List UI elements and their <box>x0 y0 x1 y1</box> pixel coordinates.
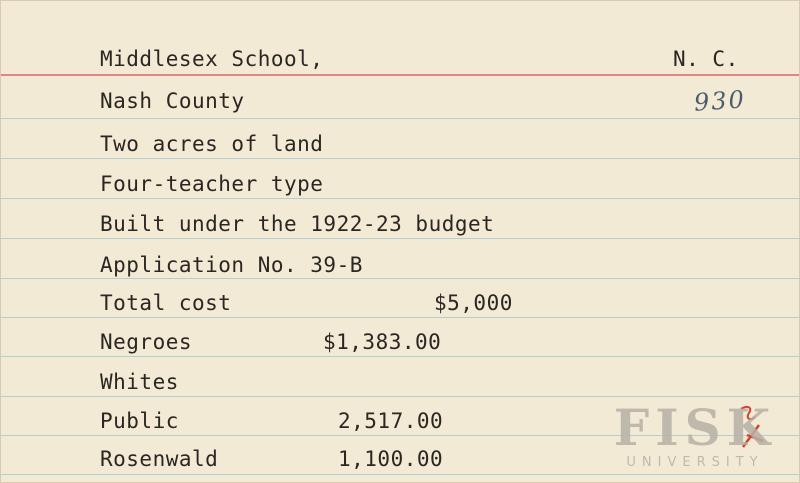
public-value: 2,517.00 <box>338 409 444 433</box>
ruled-line <box>1 356 800 357</box>
negroes-label: Negroes <box>100 330 193 354</box>
rosenwald-label: Rosenwald <box>100 447 219 471</box>
ruled-line <box>1 474 800 475</box>
negroes-value: $1,383.00 <box>323 330 442 354</box>
ruled-line <box>1 278 800 279</box>
type-line: Four-teacher type <box>100 172 324 196</box>
application-line: Application No. 39-B <box>100 253 363 277</box>
budget-line: Built under the 1922-23 budget <box>100 212 495 236</box>
watermark-name: FISK <box>613 398 777 457</box>
ruled-line <box>1 317 800 318</box>
handwritten-number: 930 <box>693 85 747 117</box>
land-line: Two acres of land <box>100 132 324 156</box>
whites-label: Whites <box>100 370 179 394</box>
fisk-watermark <box>605 398 785 470</box>
total-cost-label: Total cost <box>100 291 232 315</box>
red-header-rule <box>1 74 800 76</box>
ruled-line <box>1 198 800 199</box>
watermark-sub: UNIVERSITY <box>626 455 764 470</box>
public-label: Public <box>100 409 179 433</box>
ruled-line <box>1 118 800 119</box>
total-cost-value: $5,000 <box>434 291 513 315</box>
ruled-line <box>1 396 800 397</box>
school-name: Middlesex School, <box>100 47 324 71</box>
ruled-line <box>1 158 800 159</box>
rosenwald-value: 1,100.00 <box>338 447 444 471</box>
ruled-line <box>1 238 800 239</box>
county-line: Nash County <box>100 89 245 113</box>
state-abbrev: N. C. <box>673 47 739 71</box>
